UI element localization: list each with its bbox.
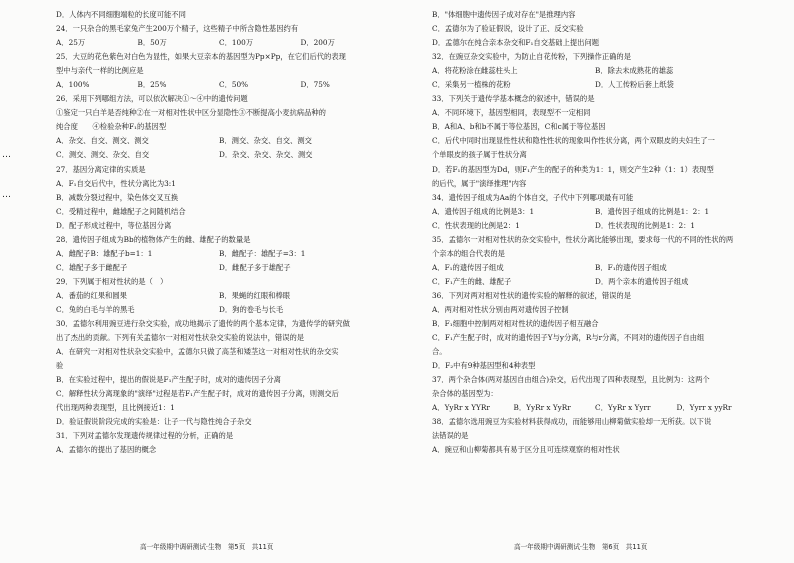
answer-option: C．100万 [219, 38, 254, 48]
answer-option: C．兔的白毛与羊的黑毛 [56, 304, 135, 314]
text-line: B．"体细胞中遗传因子成对存在"是推理内容 [432, 10, 576, 19]
text-line: C．后代中同时出现显性性状和隐性性状的现象叫作性状分离，两个双眼皮的夫妇生了一 [432, 136, 715, 146]
text-line: 30．孟德尔利用豌豆进行杂交实验，成功地揭示了遗传的两个基本定律，为遗传学的研究做 [56, 319, 350, 329]
answer-option: A．雌配子B：雄配子b=1：1 [56, 248, 153, 258]
answer-option: A．YyRr x YYRr [432, 403, 490, 413]
text-line: 纯合度 ④检验杂种F₁的基因型 [56, 122, 167, 132]
answer-option: A．F₁的遗传因子组成 [432, 262, 504, 272]
binding-margin-mark: … [2, 150, 11, 160]
text-line: D．配子形成过程中，等位基因分离 [56, 220, 172, 230]
text-line: 26．采用下列哪组方法，可以依次解决①～④中的遗传问题 [56, 94, 248, 104]
binding-margin-mark: … [2, 190, 11, 200]
option-row [432, 64, 758, 78]
page-5-footer: 高一年级期中调研测试·生物 第5页 共11页 [140, 543, 274, 551]
answer-option: B．果蝇的红眼和棒眼 [219, 290, 291, 300]
answer-option: D．人工传粉后套上纸袋 [595, 80, 674, 90]
text-line: 33．下列关于遗传学基本概念的叙述中，错误的是 [432, 94, 595, 104]
text-line: A．豌豆和山柳菊都具有易于区分且可连续观察的相对性状 [432, 445, 620, 455]
text-line: 出了杰出的贡献。下列有关孟德尔一对相对性状杂交实验的说法中，错误的是 [56, 333, 305, 343]
text-line: C．受精过程中，雌雄配子之间随机结合 [56, 206, 186, 216]
answer-option: C．采集另一植株的花粉 [432, 80, 511, 90]
page-6-column [432, 8, 758, 458]
text-line: 35．孟德尔一对相对性状的杂交实验中，性状分离比能够出现，要求每一代的不同的性状的两 [432, 234, 734, 244]
text-line: C．解释性状分离现象的"演绎"过程是若F₁产生配子时，成对的遗传因子分离，则测交后 [56, 389, 339, 399]
answer-option: A．25万 [56, 38, 86, 48]
option-row [56, 36, 382, 50]
text-line: 37．两个杂合体(两对基因自由组合)杂交，后代出现了四种表现型，且比例为：这两个 [432, 375, 710, 385]
answer-option: A．100% [56, 80, 90, 90]
text-line: D．若F₁的基因型为Dd，则F₁产生的配子的种类为1：1，则交产生2种（1：1）表现型 [432, 164, 714, 174]
text-line: 36．下列对两对相对性状的遗传实验的解释的叙述，错误的是 [432, 290, 632, 300]
answer-option: D．狗的卷毛与长毛 [219, 304, 284, 314]
answer-option: A．将花粉涂在雌蕊柱头上 [432, 66, 518, 76]
text-line: 法错误的是 [432, 431, 469, 441]
text-line: 32．在豌豆杂交实验中，为防止自花传粉，下列操作正确的是 [432, 52, 632, 62]
text-line: 34．遗传因子组成为Aa的个体自交，子代中下列哪项最有可能 [432, 192, 634, 202]
answer-option: B．50万 [137, 38, 167, 48]
option-row [432, 261, 758, 275]
option-row [56, 261, 382, 275]
text-line: 28．遗传因子组成为Bb的植物体产生的雌、雄配子的数量是 [56, 234, 251, 244]
option-row [56, 148, 382, 162]
option-row [432, 205, 758, 219]
text-line: 个亲本的组合代表的是 [432, 248, 505, 258]
text-line: D．人体内不同细胞端粒的长度可能不同 [56, 10, 186, 19]
text-line: 29．下列属于相对性状的是（ ） [56, 276, 168, 286]
text-line: 24．一只杂合的黑毛家兔产生200万个精子，这些精子中所含隐性基因约有 [56, 24, 299, 34]
answer-option: A．番茄的红果和圆果 [56, 290, 127, 300]
answer-option: B．YyRr x YyRr [513, 403, 571, 413]
text-line: D．孟德尔在纯合亲本杂交和F₁自交基础上提出问题 [432, 38, 600, 48]
answer-option: A．杂交、自交、测交、测交 [56, 136, 149, 146]
answer-option: B．雌配子：雄配子=3：1 [219, 248, 306, 258]
answer-option: C．50% [219, 80, 249, 90]
text-line: 38．孟德尔选用豌豆为实验材料获得成功，而能够用山柳菊做实验却一无所获。以下说 [432, 417, 712, 427]
option-row [56, 303, 382, 317]
answer-option: B．除去未成熟花的雄蕊 [595, 66, 674, 76]
answer-option: B．25% [137, 80, 167, 90]
text-line: D．F₂中有9种基因型和4种表型 [432, 361, 536, 371]
answer-option: B．遗传因子组成的比例是1：2：1 [595, 206, 710, 216]
answer-option: D．200万 [300, 38, 335, 48]
text-line: 个单眼皮的孩子属于性状分离 [432, 150, 527, 160]
text-line: 验 [56, 361, 64, 371]
answer-option: D．雌配子多于雄配子 [219, 262, 291, 272]
text-line: B．在实验过程中，提出的假说是F₁产生配子时，成对的遗传因子分离 [56, 375, 281, 385]
text-line: D．验证假说阶段完成的实验是：让子一代与隐性纯合子杂交 [56, 417, 252, 427]
answer-option: B．F₁的遗传因子组成 [595, 262, 667, 272]
option-row [56, 134, 382, 148]
text-line: C．F₁产生配子时，成对的遗传因子Y与y分离，R与r分离，不同对的遗传因子自由组 [432, 333, 705, 343]
text-line: B．A和A、b和b不属于等位基因，C和c属于等位基因 [432, 122, 606, 132]
answer-option: A．遗传因子组成的比例是3：1 [432, 206, 535, 216]
option-row [56, 247, 382, 261]
answer-option: D．性状表现的比例是1：2：1 [595, 220, 696, 230]
text-line: 合。 [432, 347, 447, 357]
answer-option: B．测交、杂交、自交、测交 [219, 136, 312, 146]
text-line: 的后代，属于"演绎推理"内容 [432, 178, 527, 188]
answer-option: C．F₁产生的雌、雄配子 [432, 276, 512, 286]
text-line: ①鉴定一只白羊是否纯种②在一对相对性状中区分显隐性③不断提高小麦抗病品种的 [56, 108, 326, 118]
text-line: 代出现两种表现型，且比例接近1：1 [56, 403, 175, 413]
text-line: 27．基因分离定律的实质是 [56, 164, 146, 174]
text-line: B．减数分裂过程中，染色体交叉互换 [56, 192, 179, 202]
text-line: C．孟德尔为了验证假说，设计了正、反交实验 [432, 24, 584, 34]
text-line: A．在研究一对相对性状杂交实验中，孟德尔只做了高茎和矮茎这一对相对性状的杂交实 [56, 347, 339, 357]
text-line: 31．下列对孟德尔发现遗传规律过程的分析，正确的是 [56, 431, 234, 441]
option-row [432, 275, 758, 289]
text-line: A．F₁自交后代中，性状分离比为3:1 [56, 178, 176, 188]
option-row [432, 78, 758, 92]
text-line: A．两对相对性状分别由两对遗传因子控制 [432, 304, 569, 314]
page-6-footer: 高一年级期中调研测试·生物 第6页 共11页 [514, 543, 648, 551]
answer-option: D．Yyrr x yyRr [676, 403, 732, 413]
option-row [56, 78, 382, 92]
option-row [432, 219, 758, 233]
answer-option: C．YyRr x Yyrr [595, 403, 651, 413]
answer-option: C．雄配子多于雌配子 [56, 262, 128, 272]
text-line: 25．大豆的花色紫色对白色为显性，如果大豆亲本的基因型为Pp×Pp，在它们后代的表现 [56, 52, 346, 62]
answer-option: D．两个亲本的遗传因子组成 [595, 276, 689, 286]
text-line: A．孟德尔的提出了基因的概念 [56, 445, 157, 455]
option-row [56, 289, 382, 303]
answer-option: C．性状表现的比例是2：1 [432, 220, 520, 230]
answer-option: D．杂交、杂交、杂交、测交 [219, 150, 313, 160]
text-line: 型中与亲代一样的比例应是 [56, 66, 144, 76]
text-line: 杂合体的基因型为： [432, 389, 498, 399]
answer-option: C．测交、测交、杂交、自交 [56, 150, 150, 160]
text-line: B．F₁细胞中控制两对相对性状的遗传因子相互融合 [432, 319, 599, 329]
page-5-column [56, 8, 382, 458]
text-line: A．不同环境下，基因型相同，表现型不一定相同 [432, 108, 591, 118]
answer-option: D．75% [300, 80, 330, 90]
option-row [432, 401, 758, 415]
